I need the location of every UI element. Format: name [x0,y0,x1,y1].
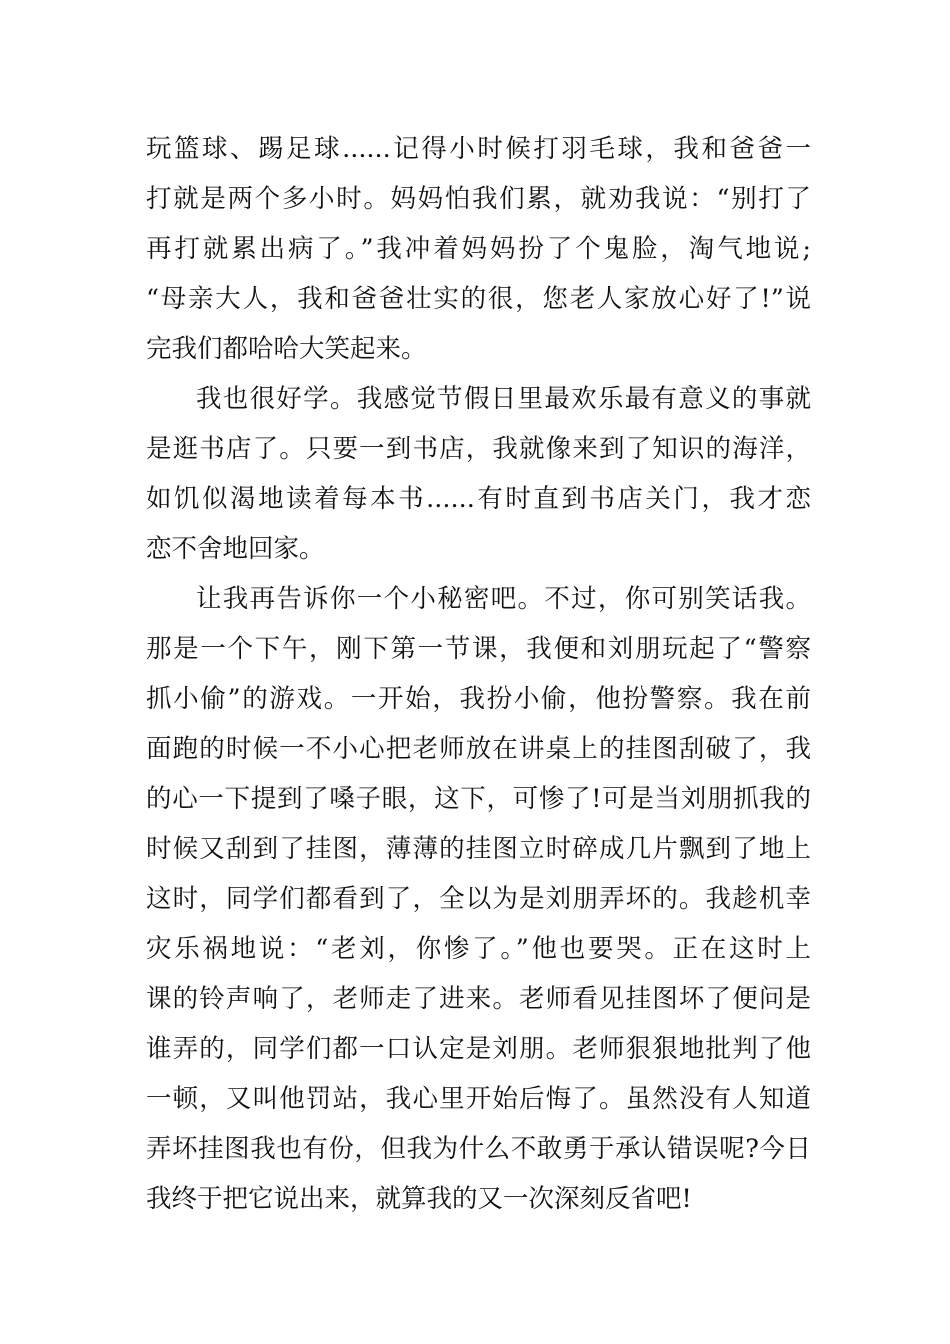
text-line: 课的铃声响了，老师走了进来。老师看见挂图坏了便问是 [146,984,811,1014]
text-line: 是逛书店了。只要一到书店，我就像来到了知识的海洋， [146,434,811,464]
text-line: 这时，同学们都看到了，全以为是刘朋弄坏的。我趁机幸 [146,884,811,914]
text-line: 面跑的时候一不小心把老师放在讲桌上的挂图刮破了，我 [146,734,811,764]
text-line: 谁弄的，同学们都一口认定是刘朋。老师狠狠地批判了他 [146,1034,811,1064]
text-line: 的心一下提到了嗓子眼，这下，可惨了!可是当刘朋抓我的 [146,784,811,814]
text-line: 抓小偷”的游戏。一开始，我扮小偷，他扮警察。我在前 [146,684,811,714]
text-line: 弄坏挂图我也有份，但我为什么不敢勇于承认错误呢?今日 [146,1134,811,1164]
text-line: 打就是两个多小时。妈妈怕我们累，就劝我说：“别打了 [146,184,811,214]
text-line: 如饥似渴地读着每本书......有时直到书店关门，我才恋 [146,484,811,514]
text-line: 恋不舍地回家。 [146,534,325,564]
text-line: 灾乐祸地说：“老刘，你惨了。”他也要哭。正在这时上 [146,934,811,964]
text-line: “母亲大人，我和爸爸壮实的很，您老人家放心好了!”说 [146,284,811,314]
text-line: 一顿，又叫他罚站，我心里开始后悔了。虽然没有人知道 [146,1084,811,1114]
text-line: 完我们都哈哈大笑起来。 [146,334,427,364]
text-line: 我终于把它说出来，就算我的又一次深刻反省吧! [146,1184,692,1214]
text-line: 玩篮球、踢足球......记得小时候打羽毛球，我和爸爸一 [146,134,811,164]
paragraph-first-line: 让我再告诉你一个小秘密吧。不过，你可别笑话我。 [196,584,811,614]
text-line: 那是一个下午，刚下第一节课，我便和刘朋玩起了“警察 [146,634,811,664]
paragraph-first-line: 我也很好学。我感觉节假日里最欢乐最有意义的事就 [196,384,811,414]
text-line: 时候又刮到了挂图，薄薄的挂图立时碎成几片飘到了地上 [146,834,811,864]
text-line: 再打就累出病了。”我冲着妈妈扮了个鬼脸，淘气地说; [146,234,811,264]
